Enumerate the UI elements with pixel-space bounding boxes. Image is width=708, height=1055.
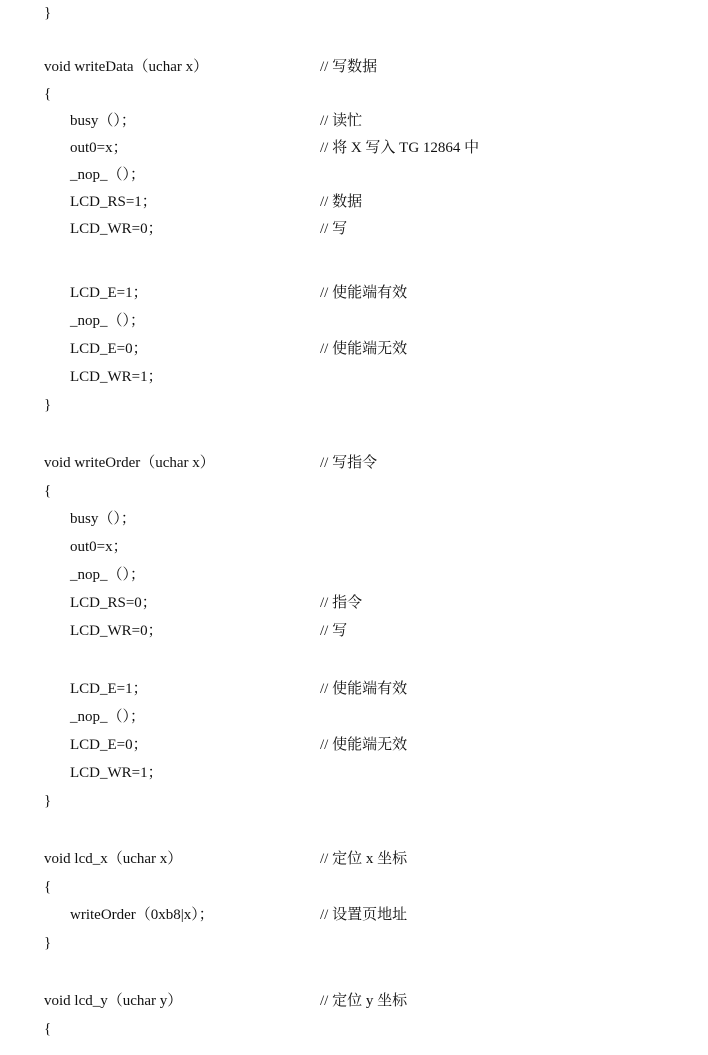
code-comment: // 使能端无效 [320,341,408,357]
code-line [0,618,708,645]
code-text: void lcd_x（uchar x） [44,851,183,867]
code-comment: // 写 [320,623,348,639]
code-line [0,135,708,162]
code-comment: // 写 [320,221,348,237]
code-comment: // 定位 x 坐标 [320,851,408,867]
code-text: writeOrder（0xb8|x）； [70,907,214,923]
code-comment: // 使能端无效 [320,737,408,753]
code-comment: // 使能端有效 [320,285,408,301]
code-text: LCD_E=0； [70,737,148,753]
code-text: { [44,483,52,499]
code-line [0,308,708,335]
code-text: LCD_RS=0； [70,595,157,611]
code-text: } [44,793,52,809]
code-line [0,478,708,505]
code-line [0,988,708,1015]
code-line [0,506,708,533]
code-line [0,1016,708,1043]
code-line [0,162,708,189]
code-line [0,846,708,873]
code-line [0,0,708,27]
code-text: LCD_E=1； [70,681,148,697]
code-text: { [44,879,52,895]
code-line [0,108,708,135]
code-line [0,760,708,787]
code-comment: // 写数据 [320,59,378,75]
code-comment: // 写指令 [320,455,378,471]
code-line [0,874,708,901]
code-text: LCD_WR=0； [70,623,163,639]
code-line [0,788,708,815]
code-line [0,562,708,589]
code-text: _nop_（）； [70,313,146,329]
code-line [0,189,708,216]
code-line [0,280,708,307]
code-comment: // 设置页地址 [320,907,408,923]
code-line [0,704,708,731]
code-text: LCD_WR=1； [70,369,163,385]
code-text: out0=x； [70,140,128,156]
code-text: { [44,1021,52,1037]
code-line [0,336,708,363]
code-line [0,364,708,391]
code-text: void writeOrder（uchar x） [44,455,215,471]
code-comment: // 指令 [320,595,363,611]
code-line [0,676,708,703]
code-text: LCD_RS=1； [70,194,157,210]
code-text: } [44,5,52,21]
code-line [0,732,708,759]
code-text: LCD_E=1； [70,285,148,301]
code-text: _nop_（）； [70,709,146,725]
code-comment: // 定位 y 坐标 [320,993,408,1009]
code-line [0,54,708,81]
code-text: } [44,397,52,413]
code-line [0,590,708,617]
code-text: LCD_E=0； [70,341,148,357]
code-line [0,216,708,243]
code-line [0,81,708,108]
code-line [0,930,708,957]
code-comment: // 数据 [320,194,363,210]
code-comment: // 将 X 写入 TG 12864 中 [320,140,480,156]
code-line [0,392,708,419]
code-text: void lcd_y（uchar y） [44,993,183,1009]
code-text: _nop_（）； [70,567,146,583]
code-comment: // 读忙 [320,113,363,129]
code-text: busy（）； [70,511,136,527]
code-text: _nop_（）； [70,167,146,183]
code-text: { [44,86,52,102]
code-text: LCD_WR=0； [70,221,163,237]
code-line [0,902,708,929]
code-text: } [44,935,52,951]
code-line [0,450,708,477]
code-text: out0=x； [70,539,128,555]
code-text: void writeData（uchar x） [44,59,209,75]
code-comment: // 使能端有效 [320,681,408,697]
code-line [0,534,708,561]
code-text: busy（）； [70,113,136,129]
code-text: LCD_WR=1； [70,765,163,781]
